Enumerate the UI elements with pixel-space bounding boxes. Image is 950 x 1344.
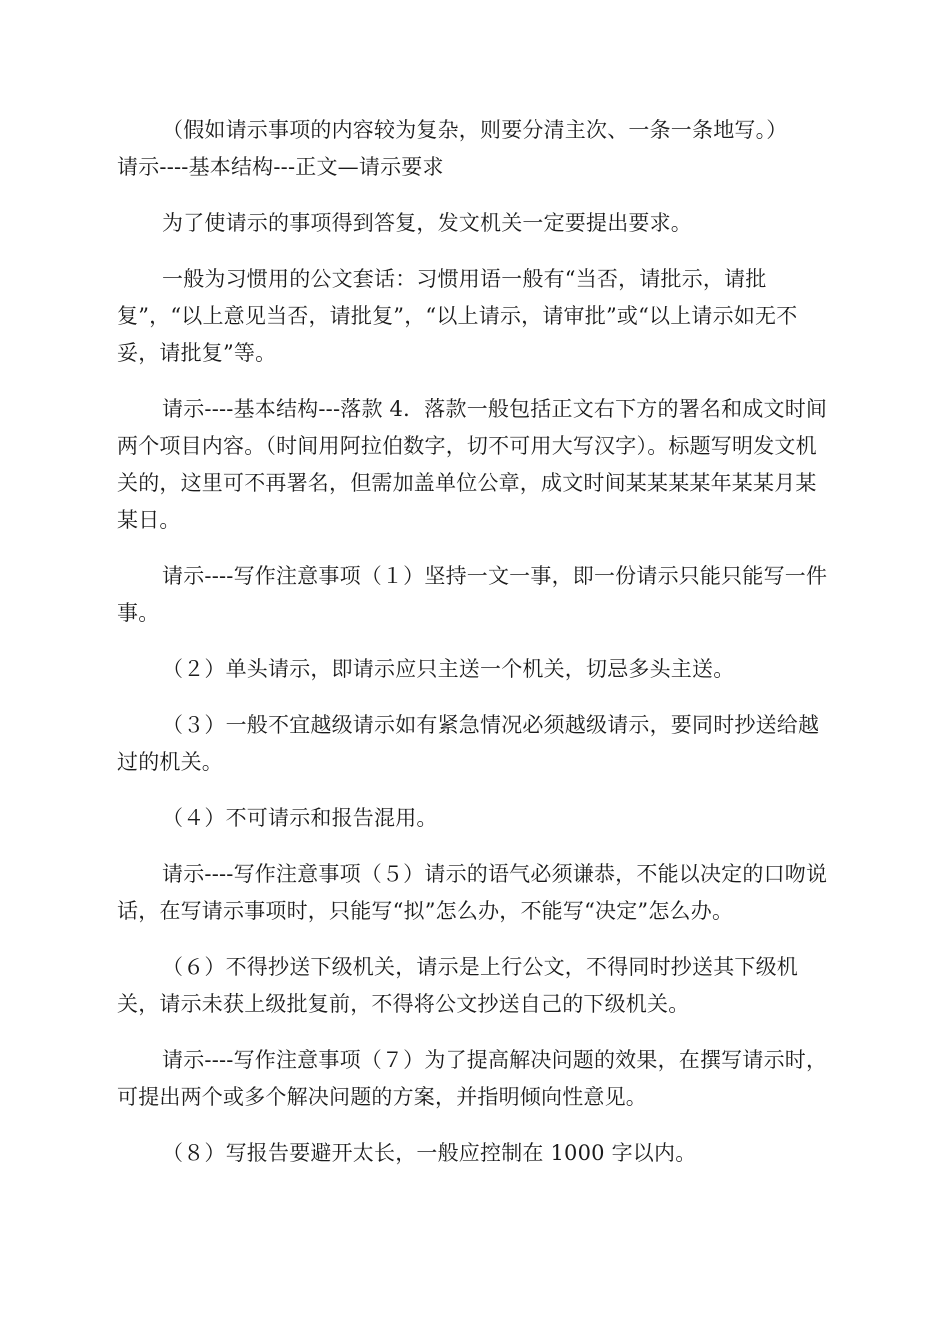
paragraph-note-4: （４）不可请示和报告混用。 (162, 806, 438, 830)
paragraph-note-2: （２）单头请示，即请示应只主送一个机关，切忌多头主送。 (162, 657, 735, 681)
section-heading-request-requirements: 请示----基本结构---正文—请示要求 (117, 155, 444, 179)
paragraph-signature: 请示----基本结构---落款 4．落款一般包括正文右下方的署名和成文时间两个项目内容。（时间用阿拉伯数字，切不可用大写汉字）。标题写明发文机关的，这里可不再署名，但需加盖单位公章，成文时间某某某某年某某月某某日。 (117, 397, 828, 532)
paragraph-note-3: （３）一般不宜越级请示如有紧急情况必须越级请示，要同时抄送给越过的机关。 (117, 713, 820, 774)
paragraph-note-8: （８）写报告要避开太长，一般应控制在 1000 字以内。 (162, 1141, 697, 1165)
paragraph-common-phrases: 一般为习惯用的公文套话：习惯用语一般有“当否，请批示，请批复”，“以上意见当否，请批复”，“以上请示，请审批”或“以上请示如无不妥，请批复”等。 (117, 267, 798, 365)
paragraph-note-1: 请示----写作注意事项（１）坚持一文一事，即一份请示只能只能写一件事。 (117, 564, 828, 625)
paragraph-note-6: （６）不得抄送下级机关，请示是上行公文，不得同时抄送其下级机关，请示未获上级批复前，不得将公文抄送自己的下级机关。 (117, 955, 798, 1016)
paragraph-intro-note: （假如请示事项的内容较为复杂，则要分清主次、一条一条地写。） (162, 118, 788, 142)
document-body (117, 112, 835, 1191)
paragraph-request-requirements: 为了使请示的事项得到答复，发文机关一定要提出要求。 (162, 211, 692, 235)
paragraph-note-7: 请示----写作注意事项（７）为了提高解决问题的效果，在撰写请示时，可提出两个或多个解决问题的方案，并指明倾向性意见。 (117, 1048, 828, 1109)
paragraph-note-5: 请示----写作注意事项（５）请示的语气必须谦恭，不能以决定的口吻说话，在写请示事项时，只能写“拟”怎么办，不能写“决定”怎么办。 (117, 862, 828, 923)
